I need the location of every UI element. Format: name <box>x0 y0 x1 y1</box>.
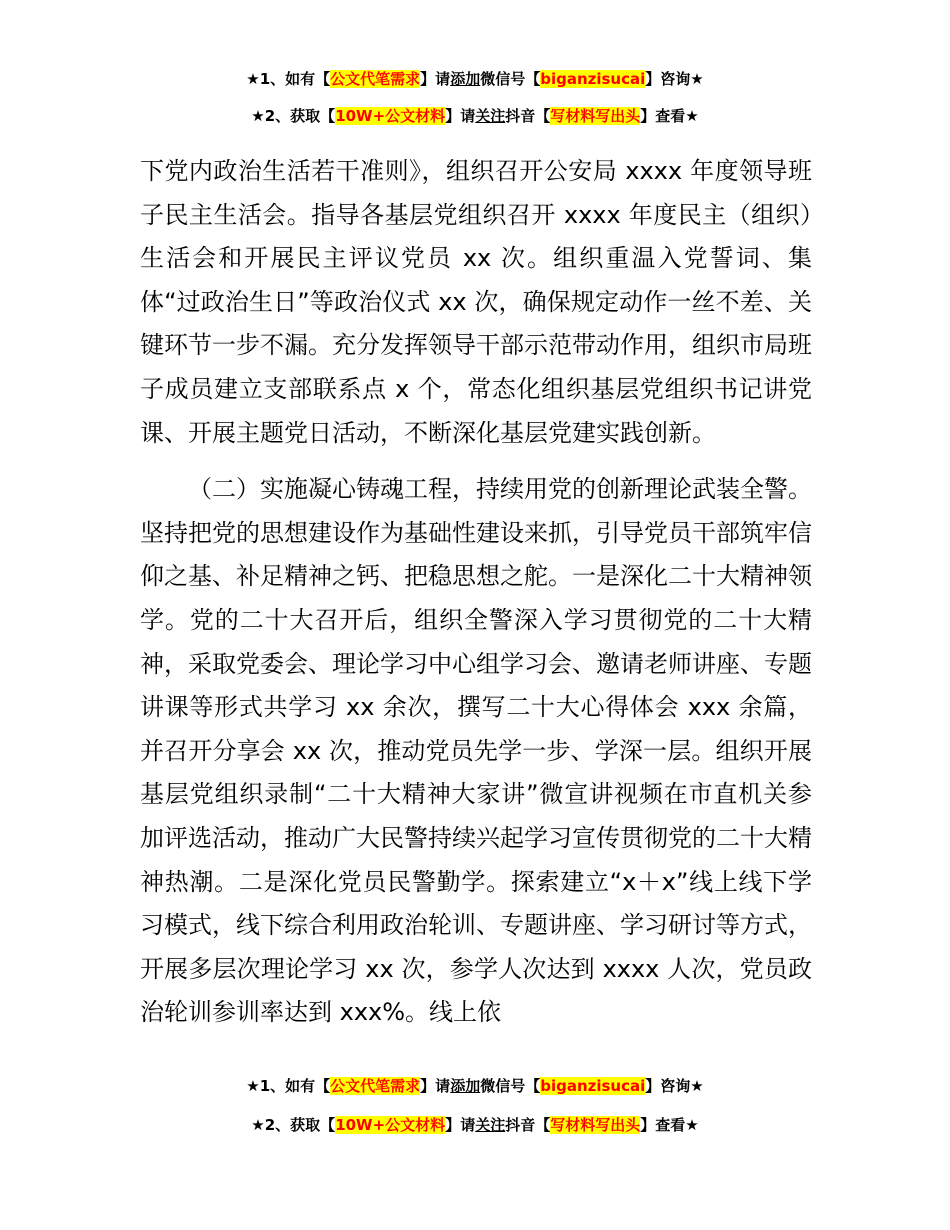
underlined-keyword: 添加 <box>450 70 481 88</box>
banner-text: 抖音【 <box>505 1116 551 1134</box>
underlined-keyword: 关注 <box>475 107 506 125</box>
banner-text: ★2、获取【 <box>251 107 336 125</box>
banner-text: ★2、获取【 <box>251 1116 336 1134</box>
underlined-keyword: 添加 <box>450 1077 481 1095</box>
underlined-keyword: 关注 <box>475 1116 506 1134</box>
highlight-service: 公文代笔需求 <box>330 70 421 88</box>
header-banner-line-2 <box>0 105 950 127</box>
highlight-douyin-account: 写材料写出头 <box>550 107 641 125</box>
highlight-service: 公文代笔需求 <box>330 1077 421 1095</box>
highlight-douyin-account: 写材料写出头 <box>550 1116 641 1134</box>
banner-text: 】请 <box>445 1116 476 1134</box>
banner-text: 】请 <box>445 107 476 125</box>
header-banner-line-1 <box>0 68 950 90</box>
footer-banner-line-1 <box>0 1075 950 1097</box>
highlight-wechat-id: biganzisucai <box>540 1077 646 1095</box>
banner-text: 】查看★ <box>640 1116 699 1134</box>
document-body <box>140 150 812 1035</box>
banner-text: 】咨询★ <box>645 70 704 88</box>
highlight-materials: 10W+公文材料 <box>335 1116 446 1134</box>
highlight-wechat-id: biganzisucai <box>540 70 646 88</box>
banner-text: 抖音【 <box>505 107 551 125</box>
banner-text: ★1、如有【 <box>246 70 331 88</box>
banner-text: 微信号【 <box>480 70 541 88</box>
paragraph-2: （二）实施凝心铸魂工程，持续用党的创新理论武装全警。坚持把党的思想建设作为基础性建设来抓，引导党员干部筑牢信仰之基、补足精神之钙、把稳思想之舵。一是深化二十大精神领学。党的二十大召开后，组织全警深入学习贯彻党的二十大精神，采取党委会、理论学习中心组学习会、邀请老师讲座、专题讲课等形式共学习 xx 余次，撰写二十大心得体会 xxx 余篇，并召开分享会 xx 次，推动党员先学一步、学深一层。组织开展基层党组织录制“二十大精神大家讲”微宣讲视频在市直机关参加评选活动，推动广大民警持续兴起学习宣传贯彻党的二十大精神热潮。二是深化党员民警勤学。探索建立“x＋x”线上线下学习模式，线下综合利用政治轮训、专题讲座、学习研讨等方式，开展多层次理论学习 xx 次，参学人次达到 xxxx 人次，党员政治轮训参训率达到 xxx%。线上依 <box>140 475 812 1027</box>
banner-text: 】咨询★ <box>645 1077 704 1095</box>
footer-banner-line-2 <box>0 1114 950 1136</box>
banner-text: 】查看★ <box>640 107 699 125</box>
banner-text: 】请 <box>420 70 451 88</box>
highlight-materials: 10W+公文材料 <box>335 107 446 125</box>
banner-text: 微信号【 <box>480 1077 541 1095</box>
banner-text: ★1、如有【 <box>246 1077 331 1095</box>
banner-text: 】请 <box>420 1077 451 1095</box>
paragraph-1: 下党内政治生活若干准则》，组织召开公安局 xxxx 年度领导班子民主生活会。指导各基层党组织召开 xxxx 年度民主（组织）生活会和开展民主评议党员 xx 次。组织重温入党誓词、集体“过政治生日”等政治仪式 xx 次，确保规定动作一丝不差、关键环节一步不漏。充分发挥领导干部示范带动作用，组织市局班子成员建立支部联系点 x 个，常态化组织基层党组织书记讲党课、开展主题党日活动，不断深化基层党建实践创新。 <box>140 157 812 447</box>
